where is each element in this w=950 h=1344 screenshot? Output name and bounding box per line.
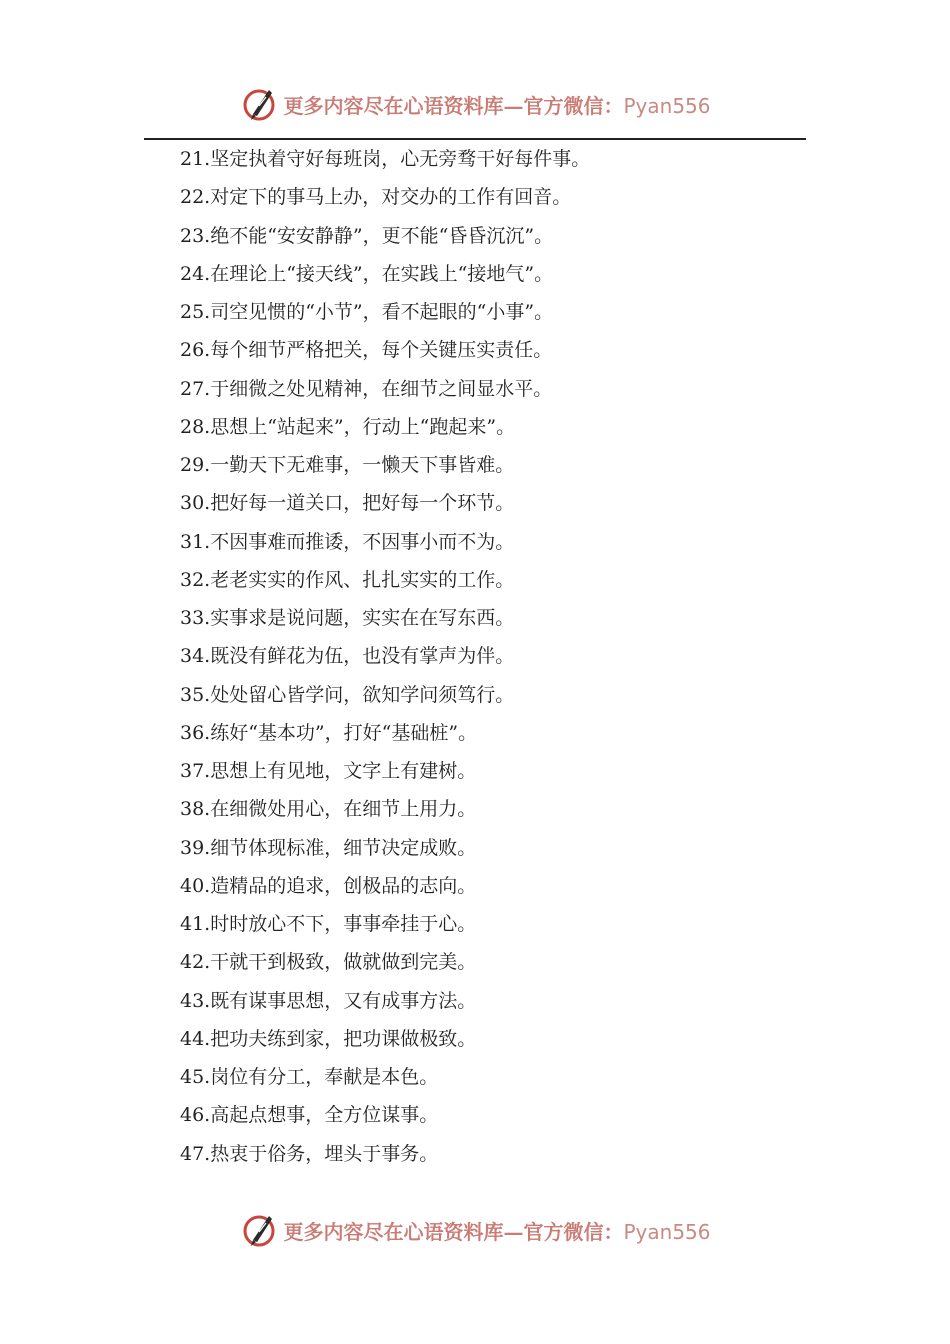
- list-item: 35.处处留心皆学问，欲知学问须笃行。: [180, 683, 515, 706]
- footer-banner-text: [283, 1216, 710, 1245]
- list-item: 25.司空见惯的“小节”，看不起眼的“小事”。: [180, 301, 554, 323]
- list-item: 45.岗位有分工，奉献是本色。: [180, 1066, 439, 1088]
- footer-banner: [0, 1208, 950, 1252]
- header-banner-label: 更多内容尽在心语资料库—官方微信：: [283, 93, 624, 118]
- list-item: 24.在理论上“接天线”，在实践上“接地气”。: [180, 262, 554, 285]
- list-item: 38.在细微处用心，在细节上用力。: [180, 798, 477, 821]
- list-item: 29.一勤天下无难事，一懒天下事皆难。: [180, 454, 515, 476]
- list-item: 40.造精品的追求，创极品的志向。: [180, 874, 477, 897]
- list-item: 31.不因事难而推诿，不因事小而不为。: [180, 530, 515, 553]
- list-item: 42.干就干到极致，做就做到完美。: [180, 951, 477, 974]
- slogan-list: [180, 140, 590, 1173]
- header-banner: [0, 82, 950, 126]
- list-item: 44.把功夫练到家，把功课做极致。: [180, 1027, 477, 1050]
- quill-pen-logo-icon: [239, 1210, 279, 1250]
- list-item: 21.坚定执着守好每班岗，心无旁骛干好每件事。: [180, 148, 591, 170]
- list-item: 26.每个细节严格把关，每个关键压实责任。: [180, 339, 553, 362]
- list-item: 47.热衷于俗务，埋头于事务。: [180, 1142, 439, 1165]
- header-banner-wechat-id: Pyan556: [623, 93, 711, 118]
- header-banner-text: [283, 90, 710, 119]
- list-item: 36.练好“基本功”，打好“基础桩”。: [180, 721, 478, 744]
- footer-banner-label: 更多内容尽在心语资料库—官方微信：: [283, 1219, 624, 1244]
- footer-banner-wechat-id: Pyan556: [623, 1219, 711, 1244]
- list-item: 22.对定下的事马上办，对交办的工作有回音。: [180, 186, 572, 209]
- list-item: 41.时时放心不下，事事牵挂于心。: [180, 913, 477, 935]
- list-item: 28.思想上“站起来”，行动上“跑起来”。: [180, 415, 516, 438]
- list-item: 27.于细微之处见精神，在细节之间显水平。: [180, 377, 553, 400]
- list-item: 33.实事求是说问题，实实在在写东西。: [180, 607, 515, 629]
- quill-pen-logo-icon: [239, 84, 279, 124]
- list-item: 30.把好每一道关口，把好每一个环节。: [180, 492, 515, 515]
- list-item: 43.既有谋事思想，又有成事方法。: [180, 989, 477, 1012]
- list-item: 37.思想上有见地，文字上有建树。: [180, 760, 477, 782]
- list-item: 34.既没有鲜花为伍，也没有掌声为伴。: [180, 645, 515, 668]
- list-item: 39.细节体现标准，细节决定成败。: [180, 836, 477, 859]
- list-item: 46.高起点想事，全方位谋事。: [180, 1104, 439, 1127]
- list-item: 32.老老实实的作风、扎扎实实的工作。: [180, 568, 515, 591]
- list-item: 23.绝不能“安安静静”，更不能“昏昏沉沉”。: [180, 224, 554, 247]
